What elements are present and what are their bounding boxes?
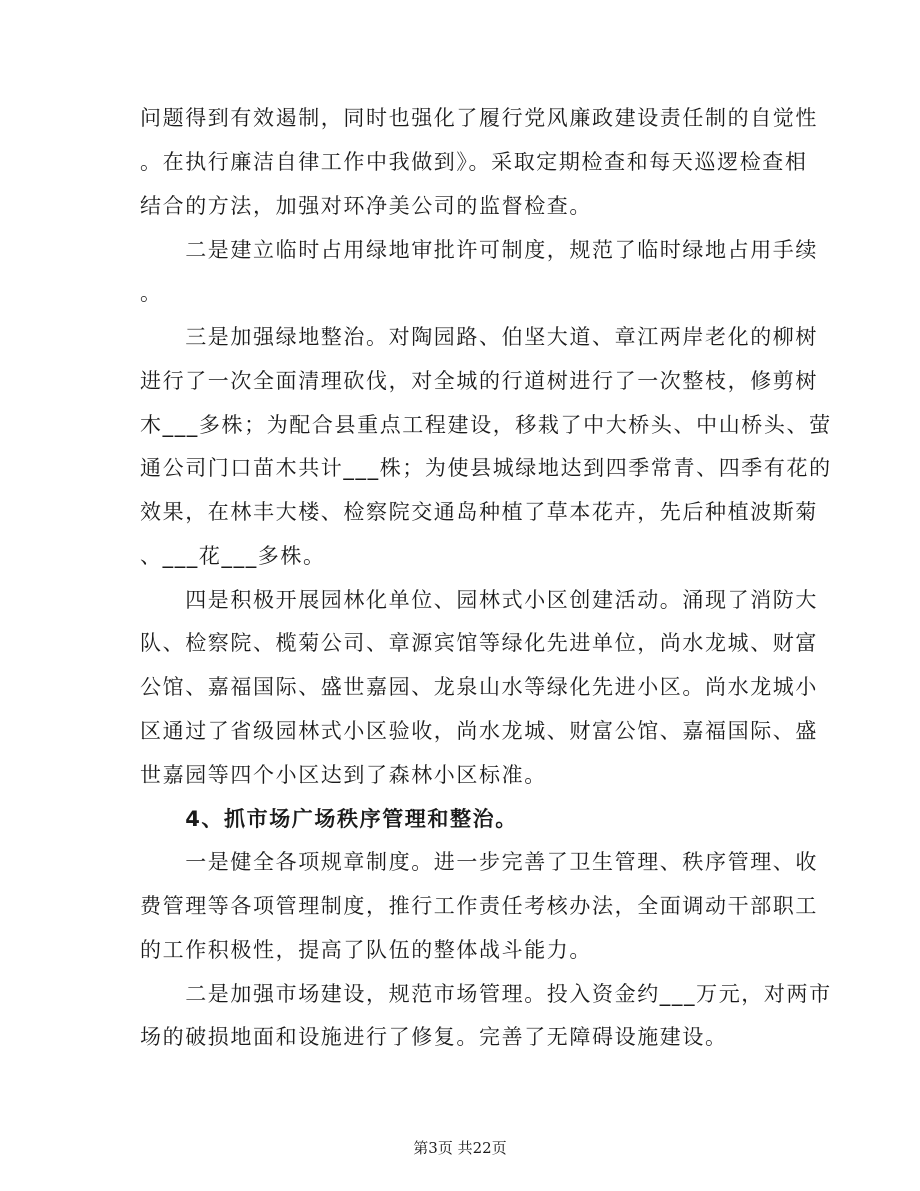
text-line: 进行了一次全面清理砍伐，对全城的行道树进行了一次整枝，修剪树	[140, 369, 818, 393]
text-line: 公馆、嘉福国际、盛世嘉园、龙泉山水等绿化先进小区。尚水龙城小	[140, 675, 818, 699]
text-line: 的工作积极性，提高了队伍的整体战斗能力。	[140, 938, 592, 962]
text-line: 队、检察院、榄菊公司、章源宾馆等绿化先进单位，尚水龙城、财富	[140, 631, 818, 655]
text-line: 效果，在林丰大楼、检察院交通岛种植了草本花卉，先后种植波斯菊	[140, 500, 818, 524]
text-line: 木___多株；为配合县重点工程建设，移栽了中大桥头、中山桥头、萤	[140, 413, 832, 437]
text-line: 问题得到有效遏制，同时也强化了履行党风廉政建设责任制的自觉性	[140, 106, 818, 130]
text-line: 区通过了省级园林式小区验收，尚水龙城、财富公馆、嘉福国际、盛	[140, 719, 818, 743]
text-line: 世嘉园等四个小区达到了森林小区标准。	[140, 763, 547, 787]
text-line: 二是建立临时占用绿地审批许可制度，规范了临时绿地占用手续	[140, 238, 818, 262]
section-heading: 4、抓市场广场秩序管理和整治。	[140, 807, 518, 831]
text-line: 四是积极开展园林化单位、园林式小区创建活动。涌现了消防大	[140, 588, 818, 612]
text-line: 结合的方法，加强对环净美公司的监督检查。	[140, 194, 592, 218]
text-line: 。在执行廉洁自律工作中我做到》。采取定期检查和每天巡逻检查相	[140, 150, 808, 174]
text-line: 通公司门口苗木共计___株；为使县城绿地达到四季常青、四季有花的	[140, 456, 832, 480]
text-line: 三是加强绿地整治。对陶园路、伯坚大道、章江两岸老化的柳树	[140, 325, 818, 349]
text-line: 费管理等各项管理制度，推行工作责任考核办法，全面调动干部职工	[140, 894, 818, 918]
text-line: 一是健全各项规章制度。进一步完善了卫生管理、秩序管理、收	[140, 850, 818, 874]
text-line: 、___花___多株。	[140, 544, 326, 568]
text-line: 二是加强市场建设，规范市场管理。投入资金约___万元，对两市	[140, 982, 832, 1006]
page-number-footer: 第3页 共22页	[413, 1139, 507, 1157]
text-line: 。	[140, 281, 163, 305]
text-line: 场的破损地面和设施进行了修复。完善了无障碍设施建设。	[140, 1025, 728, 1049]
